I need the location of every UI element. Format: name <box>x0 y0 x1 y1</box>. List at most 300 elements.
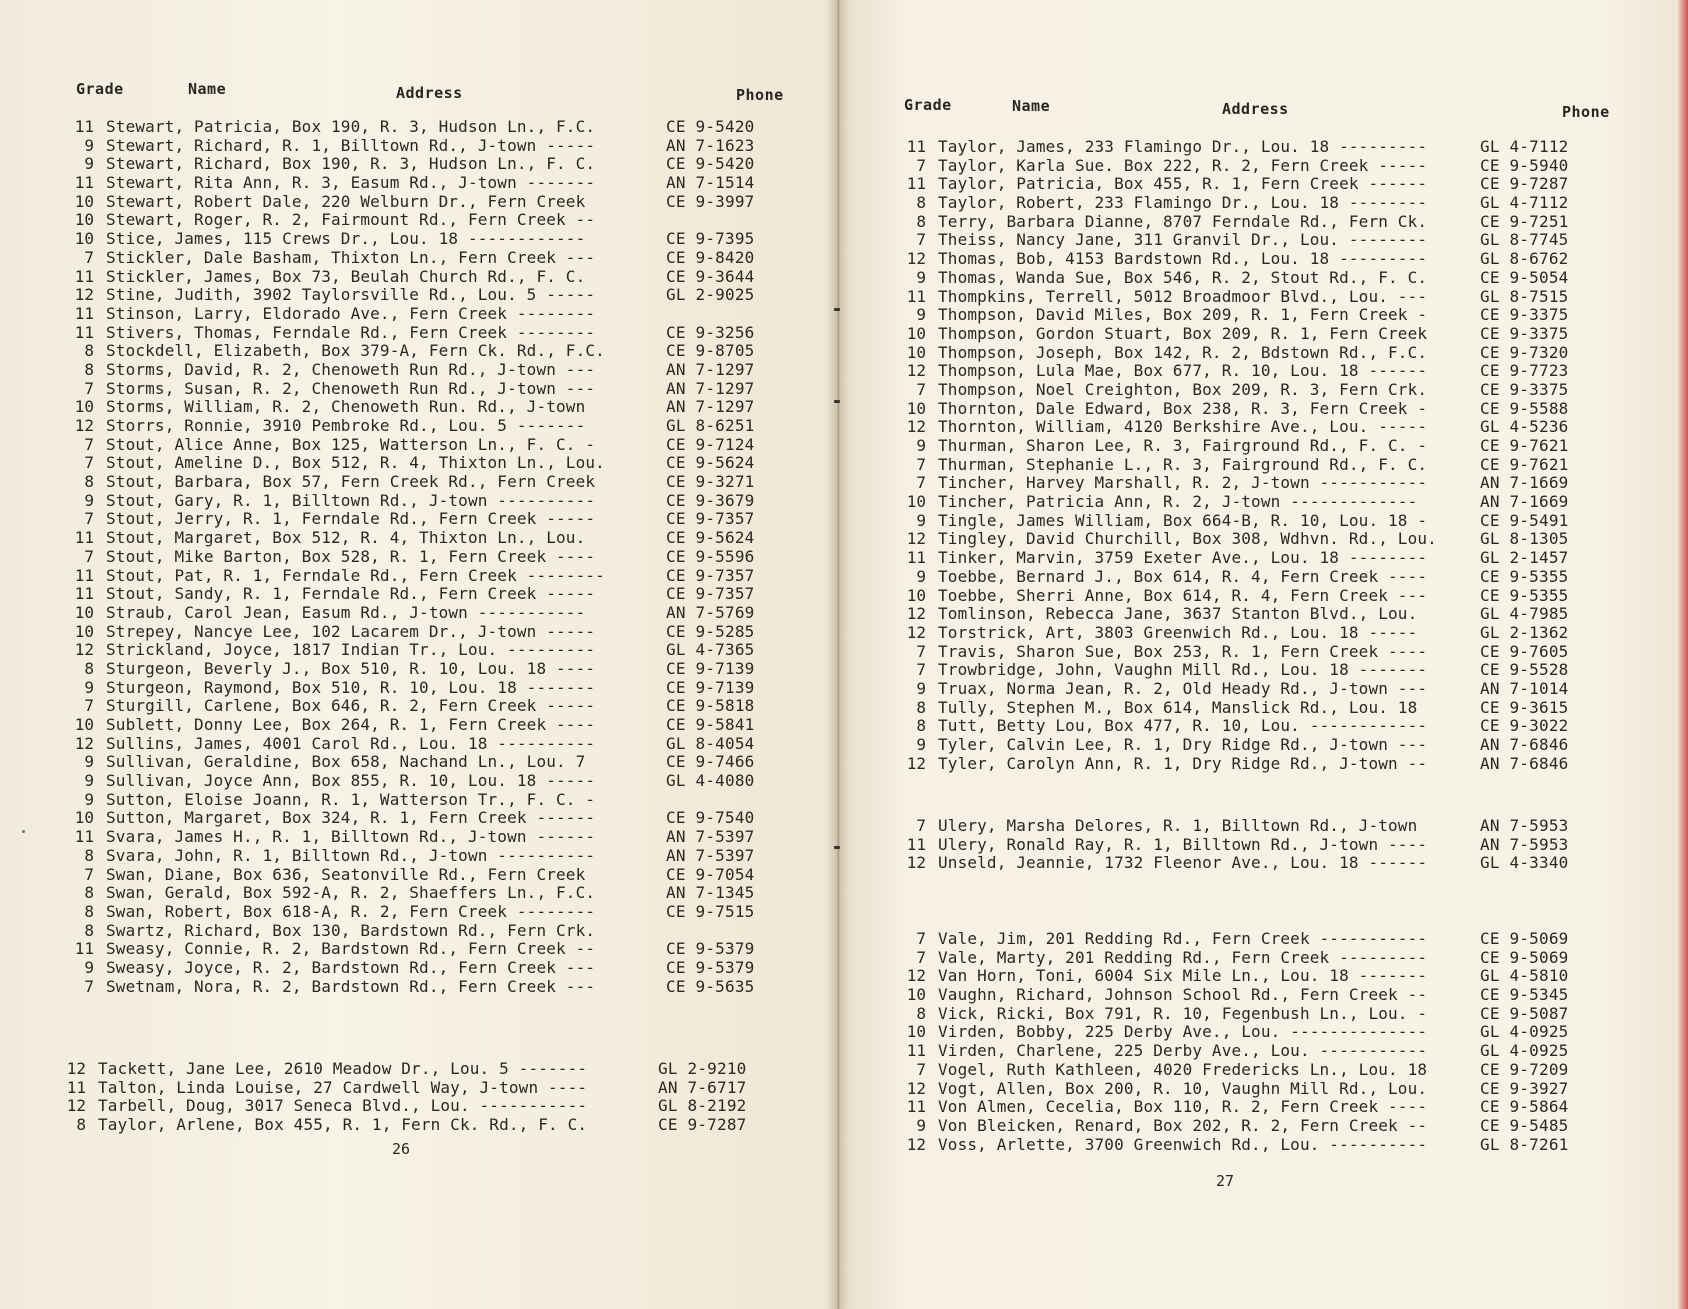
name-address: Taylor, Arlene, Box 455, R. 1, Fern Ck. Rd., F. C. <box>98 1115 588 1135</box>
phone-number: CE 9-5345 <box>1480 985 1569 1005</box>
grade-value: 7 <box>916 454 926 474</box>
name-address: Von Bleicken, Renard, Box 202, R. 2, Fern Creek -- <box>938 1115 1428 1135</box>
phone-number: AN 7-1014 <box>1480 678 1569 698</box>
name-address: Sullins, James, 4001 Carol Rd., Lou. 18 ---------- <box>106 733 596 753</box>
name-address: Vaughn, Richard, Johnson School Rd., Fern Creek -- <box>938 985 1428 1005</box>
phone-number: CE 9-7320 <box>1480 342 1569 362</box>
name-address: Sturgill, Carlene, Box 646, R. 2, Fern Creek ----- <box>106 696 596 716</box>
grade-value: 8 <box>84 341 94 361</box>
phone-number: AN 7-5953 <box>1480 816 1569 835</box>
name-address: Ulery, Marsha Delores, R. 1, Billtown Rd., J-town <box>938 816 1418 835</box>
grade-value: 12 <box>906 1078 926 1098</box>
grade-value: 8 <box>916 1003 926 1023</box>
name-address: Trowbridge, John, Vaughn Mill Rd., Lou. 18 ------- <box>938 660 1428 680</box>
name-address: Tyler, Calvin Lee, R. 1, Dry Ridge Rd., J-town --- <box>938 735 1428 754</box>
grade-value: 12 <box>906 753 926 773</box>
phone-number: CE 9-3679 <box>666 490 755 510</box>
grade-value: 12 <box>74 640 94 660</box>
name-address: Stout, Margaret, Box 512, R. 4, Thixton Ln., Lou. <box>106 528 586 548</box>
name-address: Tingle, James William, Box 664-B, R. 10, Lou. 18 - <box>938 510 1428 530</box>
grade-value: 8 <box>84 883 94 903</box>
name-address: Thompson, Noel Creighton, Box 209, R. 3, Fern Crk. <box>938 379 1428 399</box>
phone-header: Phone <box>736 86 784 104</box>
phone-number: CE 9-5379 <box>666 939 755 959</box>
grade-value: 10 <box>906 342 926 362</box>
name-address: Tingley, David Churchill, Box 308, Wdhvn. Rd., Lou. <box>938 529 1437 549</box>
grade-value: 8 <box>916 211 926 231</box>
phone-number: AN 7-6846 <box>1480 735 1569 754</box>
name-address: Strickland, Joyce, 1817 Indian Tr., Lou. --------- <box>106 640 596 660</box>
grade-value: 12 <box>74 416 94 435</box>
name-address: Stout, Sandy, R. 1, Ferndale Rd., Fern Creek ----- <box>106 584 596 604</box>
phone-number: CE 9-7287 <box>1480 174 1569 194</box>
grade-value: 8 <box>916 697 926 717</box>
grade-value: 12 <box>906 417 926 437</box>
grade-value: 11 <box>906 1041 926 1061</box>
name-address: Thompkins, Terrell, 5012 Broadmoor Blvd., Lou. --- <box>938 286 1428 306</box>
name-address: Vogel, Ruth Kathleen, 4020 Fredericks Ln., Lou. 18 <box>938 1059 1428 1079</box>
name-address: Stout, Mike Barton, Box 528, R. 1, Fern Creek ---- <box>106 546 596 566</box>
staple <box>834 308 840 311</box>
name-address: Stout, Pat, R. 1, Ferndale Rd., Fern Creek -------- <box>106 565 605 585</box>
phone-number: CE 9-3022 <box>1480 716 1569 736</box>
name-address: Thompson, Joseph, Box 142, R. 2, Bdstown Rd., F.C. <box>938 342 1428 362</box>
phone-number: AN 7-5769 <box>666 602 755 622</box>
grade-value: 11 <box>906 137 926 156</box>
grade-value: 12 <box>906 529 926 549</box>
name-address: Thomas, Bob, 4153 Bardstown Rd., Lou. 18 --------- <box>938 249 1428 269</box>
name-address: Sutton, Margaret, Box 324, R. 1, Fern Creek ------ <box>106 808 596 828</box>
phone-number: GL 8-6251 <box>666 416 755 435</box>
grade-value: 10 <box>74 191 94 211</box>
page-number: 27 <box>1216 1172 1235 1190</box>
name-address: Sullivan, Joyce Ann, Box 855, R. 10, Lou. 18 ----- <box>106 771 596 791</box>
booklet-edge <box>1678 0 1688 1309</box>
name-address: Taylor, Patricia, Box 455, R. 1, Fern Creek ------ <box>938 174 1428 194</box>
phone-number: CE 9-3375 <box>1480 305 1569 325</box>
grade-value: 9 <box>84 957 94 977</box>
grade-value: 9 <box>916 566 926 586</box>
name-address: Voss, Arlette, 3700 Greenwich Rd., Lou. ---------- <box>938 1134 1428 1154</box>
phone-number: CE 9-7124 <box>666 434 755 454</box>
name-address: Torstrick, Art, 3803 Greenwich Rd., Lou. 18 ----- <box>938 622 1418 642</box>
name-address: Thurman, Sharon Lee, R. 3, Fairground Rd., F. C. - <box>938 436 1428 455</box>
name-address: Stout, Alice Anne, Box 125, Watterson Ln., F. C. - <box>106 434 596 454</box>
phone-number: GL 2-9025 <box>666 285 755 305</box>
name-address: Sturgeon, Raymond, Box 510, R. 10, Lou. 18 ------- <box>106 677 596 697</box>
phone-number: AN 7-1297 <box>666 397 755 417</box>
phone-number: CE 9-5596 <box>666 546 755 566</box>
phone-number: GL 8-2192 <box>658 1096 747 1116</box>
grade-value: 10 <box>906 585 926 605</box>
grade-value: 8 <box>84 658 94 678</box>
name-address: Stine, Judith, 3902 Taylorsville Rd., Lou. 5 ----- <box>106 285 596 305</box>
grade-value: 10 <box>74 808 94 828</box>
phone-number: AN 7-6717 <box>658 1077 747 1097</box>
grade-value: 7 <box>84 546 94 566</box>
phone-number: CE 9-7621 <box>1480 454 1569 474</box>
grade-value: 8 <box>84 359 94 379</box>
name-address: Tyler, Carolyn Ann, R. 1, Dry Ridge Rd., J-town -- <box>938 753 1428 773</box>
phone-number: GL 4-7112 <box>1480 137 1569 156</box>
name-address: Travis, Sharon Sue, Box 253, R. 1, Fern Creek ---- <box>938 641 1428 661</box>
name-address: Swan, Diane, Box 636, Seatonville Rd., Fern Creek <box>106 864 586 884</box>
phone-number: CE 9-7395 <box>666 229 755 249</box>
phone-number: AN 7-5397 <box>666 845 755 865</box>
name-address: Thornton, Dale Edward, Box 238, R. 3, Fern Creek - <box>938 398 1428 418</box>
phone-number: CE 9-5940 <box>1480 155 1569 175</box>
name-address: Stickler, James, Box 73, Beulah Church Rd., F. C. <box>106 266 586 286</box>
grade-value: 10 <box>74 621 94 641</box>
name-address: Stout, Ameline D., Box 512, R. 4, Thixton Ln., Lou. <box>106 453 605 473</box>
name-address: Sublett, Donny Lee, Box 264, R. 1, Fern Creek ---- <box>106 715 596 734</box>
grade-value: 7 <box>916 929 926 948</box>
name-address: Swetnam, Nora, R. 2, Bardstown Rd., Fern Creek --- <box>106 976 596 996</box>
grade-value: 12 <box>74 733 94 753</box>
address-header: Address <box>1222 100 1289 118</box>
grade-value: 12 <box>66 1059 86 1078</box>
grade-value: 12 <box>906 249 926 269</box>
phone-number: AN 7-1297 <box>666 378 755 398</box>
grade-value: 10 <box>74 229 94 249</box>
name-address: Stewart, Richard, Box 190, R. 3, Hudson Ln., F. C. <box>106 154 596 174</box>
grade-value: 7 <box>84 453 94 473</box>
grade-value: 11 <box>66 1077 86 1097</box>
phone-number: GL 4-5810 <box>1480 966 1569 986</box>
grade-value: 11 <box>74 173 94 193</box>
grade-value: 11 <box>906 834 926 854</box>
name-address: Toebbe, Sherri Anne, Box 614, R. 4, Fern Creek --- <box>938 585 1428 605</box>
grade-value: 10 <box>906 323 926 343</box>
grade-value: 7 <box>84 976 94 996</box>
phone-number: AN 7-1669 <box>1480 473 1569 493</box>
phone-number: CE 9-5420 <box>666 117 755 136</box>
grade-value: 12 <box>906 622 926 642</box>
staple <box>834 846 840 849</box>
phone-number: GL 4-3340 <box>1480 853 1569 873</box>
phone-number: CE 9-5069 <box>1480 947 1569 967</box>
phone-number: CE 9-5054 <box>1480 267 1569 287</box>
name-header: Name <box>1012 97 1051 115</box>
name-address: Sutton, Eloise Joann, R. 1, Watterson Tr., F. C. - <box>106 789 596 809</box>
grade-value: 11 <box>74 303 94 323</box>
name-address: Theiss, Nancy Jane, 311 Granvil Dr., Lou. -------- <box>938 230 1428 250</box>
grade-value: 9 <box>84 789 94 809</box>
grade-value: 7 <box>916 947 926 967</box>
grade-value: 11 <box>74 322 94 342</box>
name-address: Thompson, Gordon Stuart, Box 209, R. 1, Fern Creek <box>938 323 1428 343</box>
phone-number: CE 9-5635 <box>666 976 755 996</box>
name-address: Tinker, Marvin, 3759 Exeter Ave., Lou. 18 -------- <box>938 548 1428 568</box>
grade-value: 9 <box>916 510 926 530</box>
phone-number: CE 9-3615 <box>1480 697 1569 717</box>
grade-value: 7 <box>916 816 926 835</box>
name-address: Vogt, Allen, Box 200, R. 10, Vaughn Mill Rd., Lou. <box>938 1078 1428 1098</box>
name-address: Tarbell, Doug, 3017 Seneca Blvd., Lou. ----------- <box>98 1096 588 1116</box>
grade-value: 10 <box>906 985 926 1005</box>
grade-value: 11 <box>906 286 926 306</box>
grade-value: 9 <box>916 735 926 754</box>
phone-number: CE 9-5485 <box>1480 1115 1569 1135</box>
name-address: Tully, Stephen M., Box 614, Manslick Rd., Lou. 18 <box>938 697 1418 717</box>
name-address: Tutt, Betty Lou, Box 477, R. 10, Lou. ------------ <box>938 716 1428 736</box>
grade-value: 8 <box>84 845 94 865</box>
grade-value: 12 <box>74 285 94 305</box>
grade-value: 12 <box>906 853 926 873</box>
name-address: Tincher, Harvey Marshall, R. 2, J-town ----------- <box>938 473 1428 493</box>
grade-value: 10 <box>74 397 94 417</box>
phone-number: CE 9-3927 <box>1480 1078 1569 1098</box>
phone-number: CE 9-3271 <box>666 472 755 492</box>
grade-value: 7 <box>916 641 926 661</box>
name-address: Virden, Bobby, 225 Derby Ave., Lou. -------------- <box>938 1022 1428 1042</box>
grade-value: 10 <box>74 210 94 230</box>
phone-number: GL 4-0925 <box>1480 1022 1569 1042</box>
grade-value: 9 <box>916 1115 926 1135</box>
grade-value: 7 <box>84 509 94 529</box>
phone-number: CE 9-7054 <box>666 864 755 884</box>
name-address: Straub, Carol Jean, Easum Rd., J-town ----------- <box>106 602 586 622</box>
name-address: Stewart, Robert Dale, 220 Welburn Dr., Fern Creek <box>106 191 586 211</box>
name-address: Swan, Robert, Box 618-A, R. 2, Fern Creek -------- <box>106 901 596 921</box>
ink-speck <box>22 830 25 833</box>
phone-number: CE 9-8705 <box>666 341 755 361</box>
phone-number: CE 9-7139 <box>666 677 755 697</box>
phone-number: GL 8-7515 <box>1480 286 1569 306</box>
name-address: Taylor, Karla Sue. Box 222, R. 2, Fern Creek ----- <box>938 155 1428 175</box>
name-address: Svara, James H., R. 1, Billtown Rd., J-town ------ <box>106 827 596 847</box>
name-address: Strepey, Nancye Lee, 102 Lacarem Dr., J-town ----- <box>106 621 596 641</box>
name-address: Storms, William, R. 2, Chenoweth Run. Rd., J-town <box>106 397 586 417</box>
name-address: Vale, Marty, 201 Redding Rd., Fern Creek --------- <box>938 947 1428 967</box>
grade-value: 9 <box>84 677 94 697</box>
phone-number: CE 9-7357 <box>666 584 755 604</box>
phone-number: GL 8-7261 <box>1480 1134 1569 1154</box>
phone-number: AN 7-1669 <box>1480 492 1569 512</box>
grade-value: 9 <box>916 678 926 698</box>
grade-value: 7 <box>916 660 926 680</box>
phone-number: AN 7-1297 <box>666 359 755 379</box>
name-address: Swan, Gerald, Box 592-A, R. 2, Shaeffers Ln., F.C. <box>106 883 596 903</box>
phone-header: Phone <box>1562 103 1610 121</box>
phone-number: GL 2-1457 <box>1480 548 1569 568</box>
name-address: Vick, Ricki, Box 791, R. 10, Fegenbush Ln., Lou. - <box>938 1003 1428 1023</box>
phone-number: AN 7-5397 <box>666 827 755 847</box>
name-address: Tomlinson, Rebecca Jane, 3637 Stanton Blvd., Lou. <box>938 604 1418 624</box>
name-address: Thornton, William, 4120 Berkshire Ave., Lou. ----- <box>938 417 1428 437</box>
name-address: Thompson, Lula Mae, Box 677, R. 10, Lou. 18 ------ <box>938 361 1428 381</box>
grade-value: 11 <box>906 174 926 194</box>
phone-number: CE 9-5069 <box>1480 929 1569 948</box>
phone-number: AN 7-1345 <box>666 883 755 903</box>
grade-value: 11 <box>906 1097 926 1117</box>
grade-value: 10 <box>906 1022 926 1042</box>
phone-number: GL 4-5236 <box>1480 417 1569 437</box>
phone-number: CE 9-5285 <box>666 621 755 641</box>
grade-value: 9 <box>84 135 94 155</box>
grade-value: 11 <box>74 939 94 959</box>
name-address: Terry, Barbara Dianne, 8707 Ferndale Rd., Fern Ck. <box>938 211 1428 231</box>
phone-number: GL 8-4054 <box>666 733 755 753</box>
grade-value: 12 <box>66 1096 86 1116</box>
grade-value: 12 <box>906 604 926 624</box>
phone-number: CE 9-5841 <box>666 715 755 734</box>
phone-number: CE 9-5379 <box>666 957 755 977</box>
phone-number: GL 4-0925 <box>1480 1041 1569 1061</box>
name-address: Unseld, Jeannie, 1732 Fleenor Ave., Lou. 18 ------ <box>938 853 1428 873</box>
phone-number: CE 9-5528 <box>1480 660 1569 680</box>
name-address: Toebbe, Bernard J., Box 614, R. 4, Fern Creek ---- <box>938 566 1428 586</box>
name-address: Ulery, Ronald Ray, R. 1, Billtown Rd., J-town ---- <box>938 834 1428 854</box>
name-address: Stewart, Patricia, Box 190, R. 3, Hudson Ln., F.C. <box>106 117 596 136</box>
page-number: 26 <box>392 1140 411 1158</box>
name-address: Thomas, Wanda Sue, Box 546, R. 2, Stout Rd., F. C. <box>938 267 1428 287</box>
grade-value: 8 <box>76 1115 86 1135</box>
grade-value: 11 <box>74 266 94 286</box>
phone-number: CE 9-3256 <box>666 322 755 342</box>
name-address: Stewart, Richard, R. 1, Billtown Rd., J-town ----- <box>106 135 596 155</box>
phone-number: CE 9-5355 <box>1480 585 1569 605</box>
name-address: Stewart, Rita Ann, R. 3, Easum Rd., J-town ------- <box>106 173 596 193</box>
phone-number: CE 9-5491 <box>1480 510 1569 530</box>
name-address: Talton, Linda Louise, 27 Cardwell Way, J-town ---- <box>98 1077 588 1097</box>
grade-value: 10 <box>74 715 94 734</box>
name-address: Storms, David, R. 2, Chenoweth Run Rd., J-town --- <box>106 359 596 379</box>
phone-number: CE 9-5818 <box>666 696 755 716</box>
staple <box>834 400 840 403</box>
phone-number: AN 7-6846 <box>1480 753 1569 773</box>
name-address: Thompson, David Miles, Box 209, R. 1, Fern Creek - <box>938 305 1428 325</box>
name-address: Stout, Gary, R. 1, Billtown Rd., J-town ---------- <box>106 490 596 510</box>
grade-value: 10 <box>906 492 926 512</box>
address-header: Address <box>396 84 463 102</box>
name-address: Swartz, Richard, Box 130, Bardstown Rd., Fern Crk. <box>106 920 596 940</box>
grade-value: 12 <box>906 1134 926 1154</box>
name-address: Stockdell, Elizabeth, Box 379-A, Fern Ck. Rd., F.C. <box>106 341 605 361</box>
grade-value: 7 <box>84 864 94 884</box>
grade-value: 8 <box>84 920 94 940</box>
phone-number: CE 9-5588 <box>1480 398 1569 418</box>
grade-value: 11 <box>74 528 94 548</box>
phone-number: GL 8-7745 <box>1480 230 1569 250</box>
name-address: Svara, John, R. 1, Billtown Rd., J-town ---------- <box>106 845 596 865</box>
grade-value: 9 <box>916 436 926 455</box>
left-page <box>0 0 838 1309</box>
grade-value: 7 <box>84 434 94 454</box>
name-address: Taylor, Robert, 233 Flamingo Dr., Lou. 18 -------- <box>938 193 1428 213</box>
phone-number: GL 4-7365 <box>666 640 755 660</box>
grade-value: 9 <box>916 267 926 287</box>
name-address: Storrs, Ronnie, 3910 Pembroke Rd., Lou. 5 ------- <box>106 416 586 435</box>
name-address: Virden, Charlene, 225 Derby Ave., Lou. ----------- <box>938 1041 1428 1061</box>
phone-number: CE 9-8420 <box>666 247 755 267</box>
grade-value: 9 <box>84 154 94 174</box>
phone-number: CE 9-7605 <box>1480 641 1569 661</box>
phone-number: CE 9-5624 <box>666 528 755 548</box>
name-address: Stice, James, 115 Crews Dr., Lou. 18 ------------ <box>106 229 586 249</box>
name-header: Name <box>188 80 227 98</box>
grade-value: 8 <box>916 193 926 213</box>
phone-number: GL 4-7985 <box>1480 604 1569 624</box>
name-address: Sweasy, Connie, R. 2, Bardstown Rd., Fern Creek -- <box>106 939 596 959</box>
right-page <box>838 0 1688 1309</box>
phone-number: CE 9-7515 <box>666 901 755 921</box>
phone-number: GL 8-1305 <box>1480 529 1569 549</box>
grade-value: 10 <box>74 602 94 622</box>
name-address: Stout, Jerry, R. 1, Ferndale Rd., Fern Creek ----- <box>106 509 596 529</box>
name-address: Taylor, James, 233 Flamingo Dr., Lou. 18 --------- <box>938 137 1428 156</box>
grade-value: 11 <box>74 117 94 136</box>
phone-number: CE 9-5355 <box>1480 566 1569 586</box>
name-address: Sullivan, Geraldine, Box 658, Nachand Ln., Lou. 7 <box>106 752 586 772</box>
name-address: Stewart, Roger, R. 2, Fairmount Rd., Fern Creek -- <box>106 210 596 230</box>
grade-value: 7 <box>916 379 926 399</box>
grade-value: 8 <box>916 716 926 736</box>
phone-number: CE 9-3375 <box>1480 323 1569 343</box>
name-address: Stickler, Dale Basham, Thixton Ln., Fern Creek --- <box>106 247 596 267</box>
name-address: Stivers, Thomas, Ferndale Rd., Fern Creek -------- <box>106 322 596 342</box>
phone-number: CE 9-7287 <box>658 1115 747 1135</box>
phone-number: AN 7-1514 <box>666 173 755 193</box>
grade-value: 12 <box>906 966 926 986</box>
phone-number: CE 9-3375 <box>1480 379 1569 399</box>
phone-number: CE 9-5864 <box>1480 1097 1569 1117</box>
grade-value: 7 <box>916 230 926 250</box>
grade-value: 7 <box>84 696 94 716</box>
name-address: Tackett, Jane Lee, 2610 Meadow Dr., Lou. 5 ------- <box>98 1059 588 1078</box>
grade-value: 11 <box>906 548 926 568</box>
grade-value: 7 <box>916 1059 926 1079</box>
grade-value: 7 <box>84 378 94 398</box>
name-address: Van Horn, Toni, 6004 Six Mile Ln., Lou. 18 ------- <box>938 966 1428 986</box>
phone-number: CE 9-7209 <box>1480 1059 1569 1079</box>
grade-value: 12 <box>906 361 926 381</box>
name-address: Vale, Jim, 201 Redding Rd., Fern Creek ----------- <box>938 929 1428 948</box>
grade-header: Grade <box>904 96 952 114</box>
grade-value: 11 <box>74 827 94 847</box>
phone-number: CE 9-7466 <box>666 752 755 772</box>
grade-value: 7 <box>916 155 926 175</box>
name-address: Storms, Susan, R. 2, Chenoweth Run Rd., J-town --- <box>106 378 596 398</box>
grade-value: 9 <box>84 752 94 772</box>
phone-number: CE 9-7139 <box>666 658 755 678</box>
phone-number: CE 9-7540 <box>666 808 755 828</box>
name-address: Tincher, Patricia Ann, R. 2, J-town ------------- <box>938 492 1418 512</box>
phone-number: GL 2-1362 <box>1480 622 1569 642</box>
grade-value: 8 <box>84 901 94 921</box>
phone-number: AN 7-5953 <box>1480 834 1569 854</box>
name-address: Stout, Barbara, Box 57, Fern Creek Rd., Fern Creek <box>106 472 596 492</box>
grade-value: 9 <box>916 305 926 325</box>
phone-number: CE 9-3997 <box>666 191 755 211</box>
phone-number: CE 9-5087 <box>1480 1003 1569 1023</box>
phone-number: AN 7-1623 <box>666 135 755 155</box>
phone-number: GL 4-7112 <box>1480 193 1569 213</box>
grade-value: 7 <box>84 247 94 267</box>
phone-number: CE 9-5420 <box>666 154 755 174</box>
grade-header: Grade <box>76 80 124 98</box>
phone-number: GL 4-4080 <box>666 771 755 791</box>
grade-value: 7 <box>916 473 926 493</box>
name-address: Von Almen, Cecelia, Box 110, R. 2, Fern Creek ---- <box>938 1097 1428 1117</box>
phone-number: CE 9-5624 <box>666 453 755 473</box>
grade-value: 10 <box>906 398 926 418</box>
binding-gutter <box>826 0 850 1309</box>
grade-value: 8 <box>84 472 94 492</box>
grade-value: 9 <box>84 490 94 510</box>
phone-number: CE 9-7251 <box>1480 211 1569 231</box>
phone-number: CE 9-3644 <box>666 266 755 286</box>
